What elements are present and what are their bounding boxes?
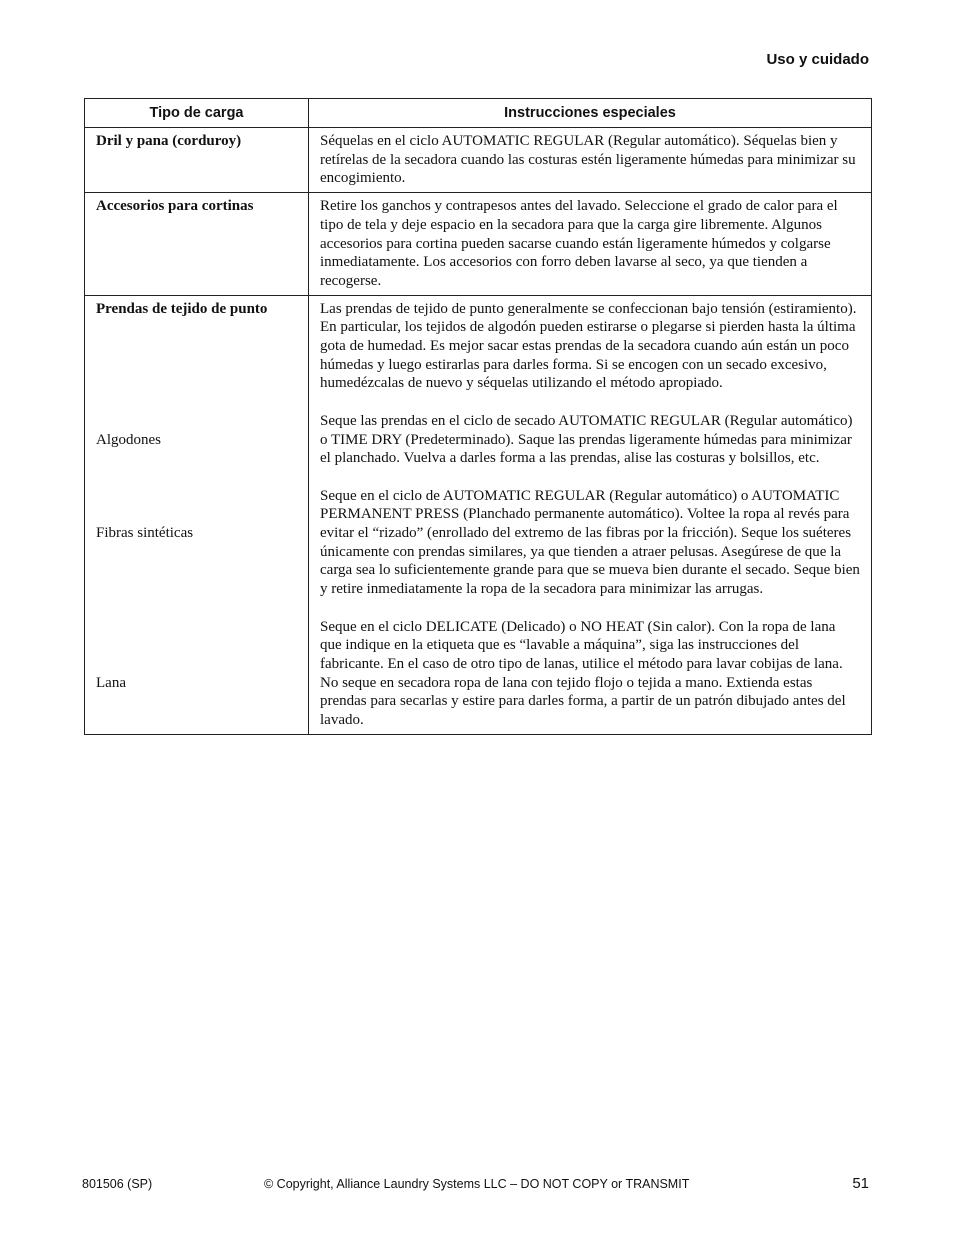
instructions-wool: Seque en el ciclo DELICATE (Delicado) o NO HEAT (Sin calor). Con la ropa de lana que indique en la etiqueta que es “lavable a máquina”, siga las instrucciones del fabricante. En el caso de otro tipo de lanas, utilice el método para lavar cobijas de lana. No seque en secadora ropa de lana con tejido flojo o tejida a mano. Extienda estas prendas para secarlas y estire para darles forma, a partir de un patrón dibujado antes del lavado. — [320, 618, 846, 729]
table-row — [85, 295, 872, 734]
instructions-cell: Retire los ganchos y contrapesos antes del lavado. Seleccione el grado de calor para el tipo de tela y deje espacio en la secadora para que la carga gire libremente. Algunos accesorios para cortina pueden sacarse cuando están ligeramente húmedos y colgarse inmediatamente. Los accesorios con forro deben lavarse al seco, ya que tienden a recogerse. — [309, 193, 872, 296]
load-type-cell — [85, 295, 309, 734]
table-row — [85, 193, 872, 296]
load-type-cotton: Algodones — [96, 431, 161, 448]
load-type-cell: Accesorios para cortinas — [85, 193, 309, 296]
section-title: Uso y cuidado — [766, 51, 869, 68]
instructions-cell: Séquelas en el ciclo AUTOMATIC REGULAR (Regular automático). Séquelas bien y retírelas de la secadora cuando las costuras estén ligeramente húmedas para minimizar su encogimiento. — [309, 128, 872, 193]
table-header-row — [85, 99, 872, 128]
load-instructions-table — [84, 98, 872, 735]
footer-page-number: 51 — [852, 1175, 869, 1192]
instructions-cell — [309, 295, 872, 734]
instructions-knits: Las prendas de tejido de punto generalmente se confeccionan bajo tensión (estiramiento). En particular, los tejidos de algodón pueden estirarse o plegarse si pierden hasta la última gota de humedad. Es mejor sacar estas prendas de la secadora cuando aún están un poco húmedas y luego estirarlas para darles forma. Si se encogen con un secado excesivo, humedézcalas de nuevo y séquelas utilizando el método apropiado. — [320, 300, 857, 392]
instructions-cotton: Seque las prendas en el ciclo de secado AUTOMATIC REGULAR (Regular automático) o TIME DRY (Predeterminado). Saque las prendas ligeramente húmedas para minimizar el planchado. Vuelva a darles forma a las prendas, alise las costuras y bolsillos, etc. — [320, 412, 853, 467]
load-type-knits: Prendas de tejido de punto — [96, 300, 268, 317]
load-type-wool: Lana — [96, 674, 126, 691]
column-header-instructions: Instrucciones especiales — [309, 99, 872, 128]
instructions-synthetics: Seque en el ciclo de AUTOMATIC REGULAR (Regular automático) o AUTOMATIC PERMANENT PRESS (Planchado permanente automático). Voltee la ropa al revés para evitar el “rizado” (enrollado del extremo de las fibras por la fricción). Seque los suéteres únicamente con prendas similares, ya que tienden a atraer pelusas. Asegúrese de que la carga sea lo suficientemente grande para que se mueva bien durante el secado. Seque bien y retire inmediatamente la ropa de la secadora para minimizar las arrugas. — [320, 487, 860, 598]
column-header-load-type: Tipo de carga — [85, 99, 309, 128]
footer-copyright: © Copyright, Alliance Laundry Systems LLC – DO NOT COPY or TRANSMIT — [264, 1177, 690, 1191]
table-row — [85, 128, 872, 193]
load-type-cell: Dril y pana (corduroy) — [85, 128, 309, 193]
footer-doc-number: 801506 (SP) — [82, 1177, 153, 1191]
load-type-synthetics: Fibras sintéticas — [96, 525, 194, 542]
